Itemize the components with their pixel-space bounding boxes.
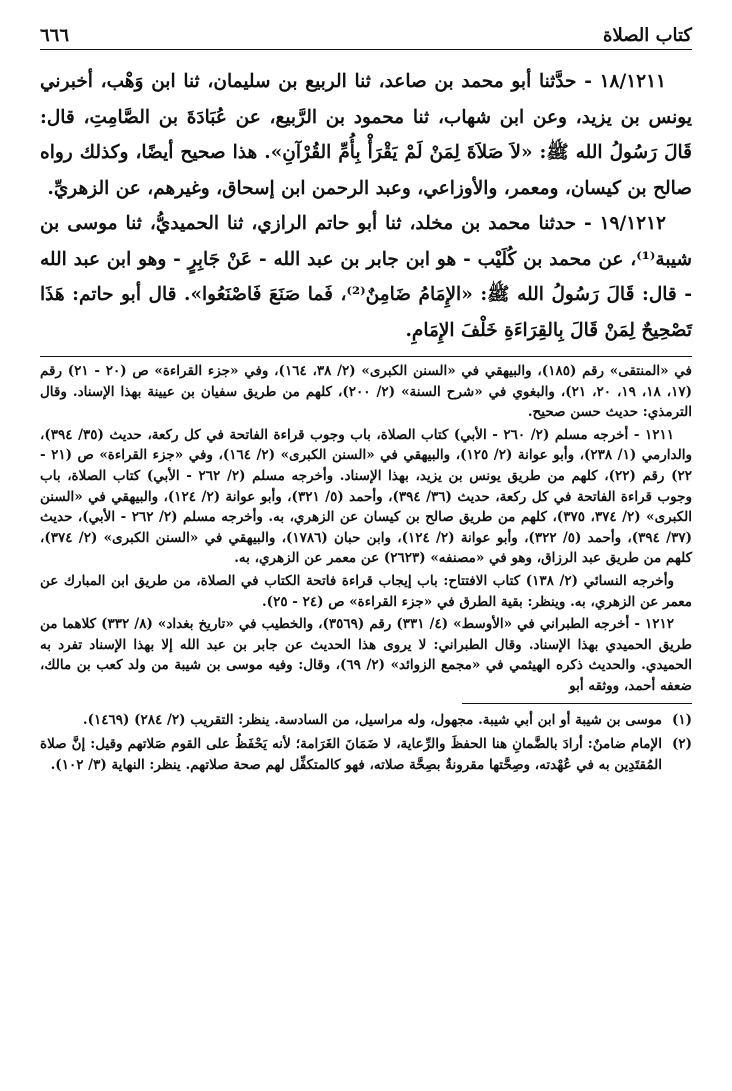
takhrij-1212: ١٢١٢ - أخرجه الطبراني في «الأوسط» (٤/ ٣٣١) رقم (٣٥٦٩)، والخطيب في «تاريخ بغداد» (٨/ ٣٣٢) كلاهما من طريق الحميدي بهذا الإسناد. وقال الطبراني: لا يروى هذا الحديث عن جابر بن عبد الله إلا بهذا الإسناد تفرد به الحميدي. والحديث ذكره الهيثمي في «مجمع الزوائد» (٢/ ٦٩)، وقال: وفيه موسى بن شيبة من ولد كعب بن مالك، ضعفه أحمد، ووثقه أبو [40, 616, 692, 694]
footnote-number: (٢) [671, 736, 692, 753]
footnote-2 [40, 734, 692, 775]
takhrij-continuation: في «المنتقى» رقم (١٨٥)، والبيهقي في «السنن الكبرى» (٢/ ٣٨، ١٦٤)، وفي «جزء القراءة» ص (٢٠ - ٢١) رقم (١٧، ١٨، ١٩، ٢٠، ٢١)، والبغوي في «شرح السنة» (٢/ ٢٠٠)، كلهم من طريق سفيان بن عيينة بهذا الإسناد. وقال الترمذي: حديث حسن صحيح. [40, 363, 692, 421]
chapter-title: كتاب الصلاة [603, 25, 692, 46]
takhrij-1211-nasai: وأخرجه النسائي (٢/ ١٣٨) كتاب الافتتاح: باب إيجاب قراءة فاتحة الكتاب في الصلاة، من طريق ابن المبارك عن معمر عن الزهري، به. وينظر: بقية الطرق في «جزء القراءة» ص (٢٤ - ٢٥). [40, 572, 692, 610]
footnote-divider [462, 703, 692, 704]
footnote-number: (١) [671, 711, 692, 728]
page-number: ٦٦٦ [40, 25, 70, 46]
footnotes [40, 710, 692, 776]
main-text [40, 64, 692, 348]
hadith-1211: ١٨/١٢١١ - حدَّثنا أبو محمد بن صاعد، ثنا الربيع بن سليمان، ثنا ابن وَهْب، أخبرني يونس بن يزيد، وعن ابن شهاب، ثنا محمود بن الرَّبيع، عن عُبَادَةَ بن الصَّامِتِ، قال: قَالَ رَسُولُ الله ﷺ: «لاَ صَلاَةَ لِمَنْ لَمْ يَقْرَأْ بِأُمِّ القُرْآنِ». هذا صحيح أيضًا، وكذلك رواه صالح بن كيسان، ومعمر، والأوزاعي، وعبد الرحمن ابن إسحاق، وغيرهم، عن الزهريِّ. [40, 71, 692, 199]
hadith-1212: ١٩/١٢١٢ - حدثنا محمد بن مخلد، ثنا أبو حاتم الرازي، ثنا الحميديُّ، ثنا موسى بن شيبة⁽¹⁾، عن محمد بن كُلَيْب - هو ابن جابر بن عبد الله - عَنْ جَابِرٍ - وهو ابن عبد الله - قال: قَالَ رَسُولُ الله ﷺ: «الإِمَامُ ضَامِنٌ⁽²⁾، فَما صَنَعَ فَاصْنَعُوا». قال أبو حاتم: هَذَا تَصْحِيحٌ لِمَنْ قَالَ بِالقِرَاءَةِ خَلْفَ الإِمَامِ. [40, 213, 692, 341]
notes-divider [40, 356, 692, 357]
footnote-text: موسى بن شيبة أو ابن أبي شيبة. مجهول، وله مراسيل، من السادسة. ينظر: التقريب (٢/ ٢٨٤) (١٤٦٩). [82, 711, 662, 728]
footnote-1 [40, 710, 692, 731]
running-header [40, 14, 692, 50]
takhrij-notes [40, 361, 692, 697]
takhrij-1211: ١٢١١ - أخرجه مسلم (٢/ ٢٦٠ - الأبي) كتاب الصلاة، باب وجوب قراءة الفاتحة في كل ركعة، حديث (٣٥/ ٣٩٤)، والدارمي (١/ ٢٣٨)، وأبو عوانة (٢/ ١٢٥)، والبيهقي في «السنن الكبرى» (٢/ ١٦٤)، وفي «جزء القراءة» ص (٢١ - ٢٢) رقم (٢٢)، كلهم من طريق يونس بن يزيد، بهذا الإسناد. وأخرجه مسلم (٢/ ٢٦٢ - الأبي) كتاب الصلاة، باب وجوب قراءة الفاتحة في كل ركعة، حديث (٣٦/ ٣٩٤)، وأحمد (٥/ ٣٢١)، وأبو عوانة (٢/ ١٢٤)، والبيهقي في «السنن الكبرى» (٢/ ٣٧٤، ٣٧٥)، كلهم من طريق صالح بن كيسان عن الزهري، به. وأخرجه مسلم (٢/ ٢٦٢ - الأبي)، حديث (٣٧/ ٣٩٤)، وأحمد (٥/ ٣٢٢)، وأبو عوانة (٢/ ١٢٤)، وابن حبان (١٧٨٦)، والبيهقي في «السنن الكبرى» (٢/ ٣٧٤)، كلهم من طريق عبد الرزاق، وهو في «مصنفه» (٢٦٢٣) عن معمر عن الزهري، به. [40, 426, 693, 567]
footnote-text: الإمام ضامنٌ: أرادَ بالضَّمانِ هنا الحفظَ والرِّعاية، لا ضَمَانَ الغَرَامة؛ لأنه يَحْفَظُ على القوم صَلاتهم وقيل: إنَّ صلاة المُقتَدِين به في عُهْدته، وصِحَّتها مقرونةٌ بصِحَّة صلاته، فهو كالمتكفِّل لهم صحة صلاتهم. ينظر: النهاية (٣/ ١٠٢). [40, 736, 662, 773]
